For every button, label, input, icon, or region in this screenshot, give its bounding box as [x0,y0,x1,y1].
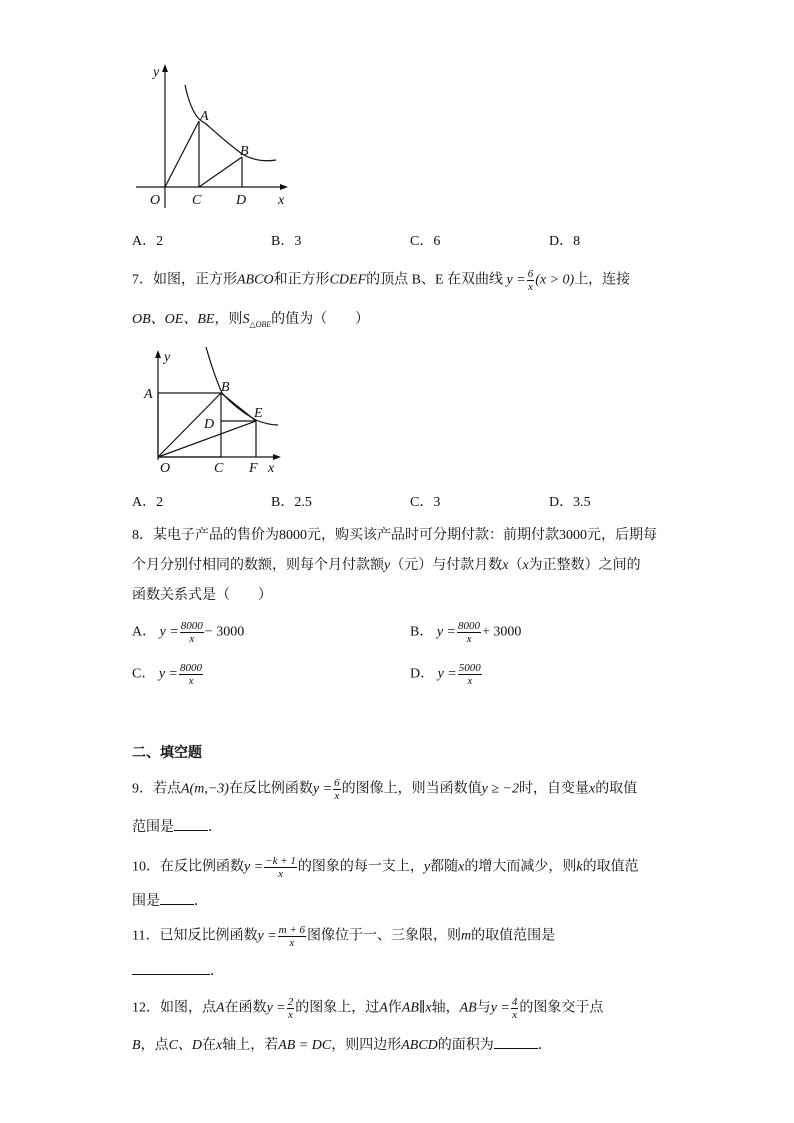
q6-option-c: C．6 [410,234,441,249]
q10-line1: 10．在反比例函数y = $\frac{-k + 1}{x}$ 的图象的每一支上，y都随x的增大而减少，则k的取值范 [132,855,639,880]
q8-option-a: A． y = $\frac{8000}{x}$ − 3000 [132,620,245,645]
q11-answer-blank[interactable] [132,960,210,975]
label-C: C [192,193,202,208]
q7-option-b: B．2.5 [271,495,312,510]
hyperbola-curve [206,347,278,425]
q7-option-c: C．3 [410,495,441,510]
q8-line1: 8．某电子产品的售价为8000元，购买该产品时可分期付款：前期付款3000元，后期每 [132,528,657,543]
label-A: A [200,109,209,124]
section-title: 二、填空题 [132,744,202,760]
q12-answer-blank[interactable] [494,1034,538,1049]
q10-answer-blank[interactable] [160,890,194,905]
x-axis-arrow [273,454,281,460]
label-A: A [144,387,153,402]
q6-option-b: B．3 [271,234,302,249]
label-O: O [150,193,161,208]
q7-line2: OB、OE、BE，则$S_{\triangle OBE}$的值为（ ） [132,312,370,329]
q12-line2: B，点C、D在x轴上，若AB = DC，则四边形ABCD的面积为 ． [132,1034,552,1056]
label-O: O [160,461,171,475]
q6-figure [128,60,298,220]
q7-option-d: D．3.5 [549,495,591,510]
q12-line1: 12．如图，点A在函数y = $\frac{2}{x}$ 的图象上，过A作AB∥x轴，AB与y = $\frac{4}{x}$ 的图象交于点 [132,996,604,1021]
q7-option-a: A．2 [132,495,164,510]
q8-line3: 函数关系式是（ ） [132,588,272,603]
q9-line2: 范围是 ． [132,816,222,838]
label-F: F [249,461,258,475]
label-y: y [164,350,171,365]
q11-line1: 11．已知反比例函数y = $\frac{m + 6}{x}$ 图像位于一、三象限，则m的取值范围是 [132,924,556,949]
q10-line2: 围是 ． [132,890,208,912]
label-D: D [204,417,215,432]
q7-fraction: $\frac{6}{x}$ [527,268,534,293]
segment-BE [221,393,256,421]
q8-option-c: C． y = $\frac{8000}{x}$ [132,662,203,687]
q7-figure [138,345,288,475]
q8-line2: 个月分别付相同的数额，则每个月付款额y（元）与付款月数x（x为正整数）之间的 [132,558,641,573]
q9-line1: 9．若点A(m,−3)在反比例函数y = $\frac{6}{x}$ 的图像上，则当函数值y ≥ −2时，自变量x的取值 [132,777,638,802]
label-B: B [221,380,230,395]
q6-option-d: D．8 [549,234,581,249]
y-axis-arrow [155,350,161,358]
q8-option-b: B． y = $\frac{8000}{x}$ + 3000 [410,620,522,645]
q9-answer-blank[interactable] [174,816,208,831]
q6-option-a: A．2 [132,234,164,249]
segment-OA [165,121,199,187]
x-axis-arrow [280,184,288,190]
label-C: C [214,461,224,475]
label-D: D [236,193,247,208]
label-E: E [254,406,263,421]
label-B: B [240,144,249,159]
q11-line2: ． [132,960,224,982]
y-axis-arrow [162,64,168,72]
q8-option-d: D． y = $\frac{5000}{x}$ [410,662,481,687]
q7-line1: 7．如图，正方形ABCO和正方形CDEF的顶点 B、E 在双曲线 y = $\frac{6}{x}$ (x > 0)上，连接 [132,268,631,293]
label-y: y [153,65,160,80]
segment-CB [199,157,242,187]
label-x: x [268,461,275,475]
label-x: x [278,193,285,208]
